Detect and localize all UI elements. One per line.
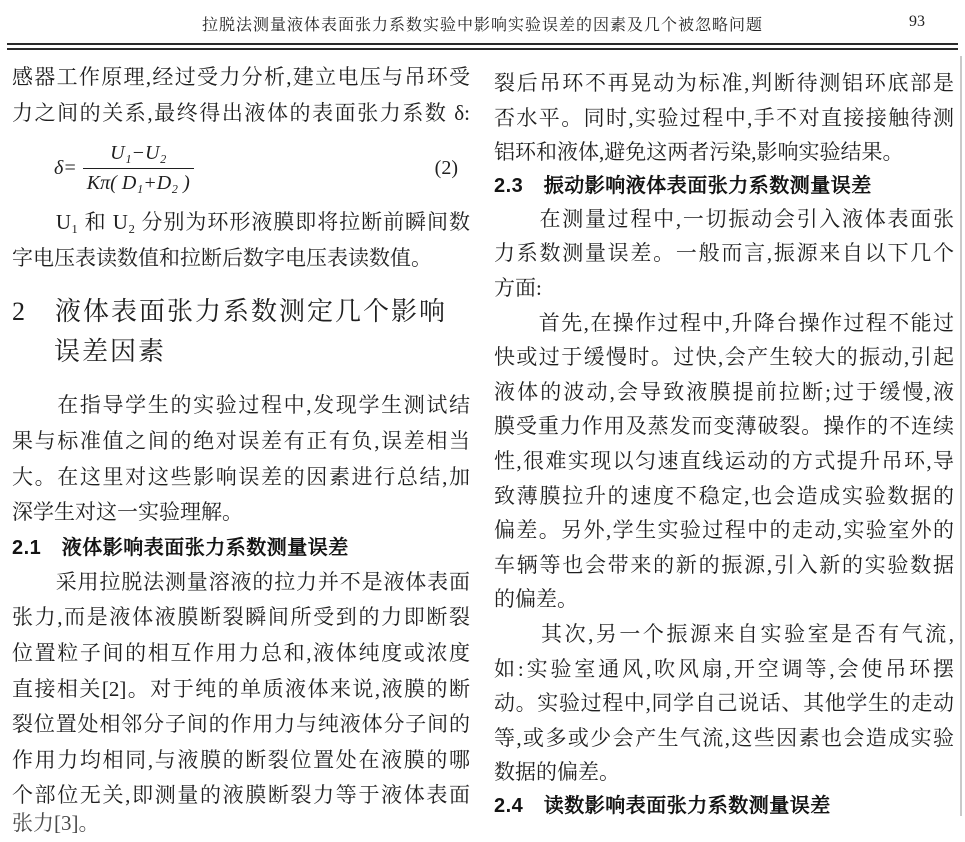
text-line: 2.1 液体影响表面张力系数测量误差 [12, 536, 349, 559]
text-line: 力系数测量误差。一般而言,振源来自以下几个 [494, 241, 954, 266]
text-line: 车辆等也会带来的新的振源,引入新的实验数据 [494, 552, 954, 577]
text-line: 直接相关[2]。对于纯的单质液体来说,液膜的断 [12, 676, 470, 701]
text-line: 否水平。同时,实验过程中,手不对直接接触待测 [494, 105, 954, 130]
right-column [494, 60, 954, 816]
text-line: 致薄膜拉升的速度不稳定,也会造成实验数据的 [494, 483, 954, 508]
text-line: 力之间的关系,最终得出液体的表面张力系数 δ: [12, 100, 470, 125]
equation [12, 131, 470, 205]
fraction-denominator: Kπ( D₁+D₂ ) [86, 171, 190, 194]
text-line: 方面: [494, 275, 542, 300]
text-line: 2.3 振动影响液体表面张力系数测量误差 [494, 174, 872, 197]
left-column [12, 60, 470, 835]
text-line: 液体的波动,会导致液膜提前拉断;过于缓慢,液 [494, 379, 954, 404]
text-line: 其次,另一个振源来自实验室是否有气流, [494, 621, 954, 646]
text-line: 深学生对这一实验理解。 [12, 500, 243, 525]
fraction-numerator: U₁−U₂ [83, 142, 194, 169]
equation-number: (2) [434, 156, 458, 179]
text-line: 作用力均相同,与液膜的断裂位置处在液膜的哪 [12, 747, 470, 772]
subsection-heading [494, 170, 954, 202]
paragraph [494, 66, 954, 170]
header-double-rule [7, 43, 958, 50]
text-line: 2.4 读数影响表面张力系数测量误差 [494, 794, 831, 817]
text-line: 果与标准值之间的绝对误差有正有负,误差相当 [12, 428, 470, 453]
text-line: 2 液体表面张力系数测定几个影响 [12, 297, 448, 327]
text-line: 首先,在操作过程中,升降台操作过程不能过 [494, 310, 954, 335]
paragraph [494, 306, 954, 617]
paragraph [12, 388, 470, 530]
text-line: 偏差。另外,学生实验过程中的走动,实验室外的 [494, 518, 954, 543]
text-line: 铝环和液体,避免这两者污染,影响实验结果。 [494, 140, 904, 165]
scan-edge-artifact [960, 56, 962, 816]
section-heading [12, 292, 470, 372]
text-line: 采用拉脱法测量溶液的拉力并不是液体表面 [12, 569, 470, 594]
paragraph [494, 202, 954, 306]
text-line: 数据的偏差。 [494, 760, 620, 785]
text-line: 的偏差。 [494, 587, 578, 612]
subsection-heading [12, 531, 470, 565]
paragraph [12, 565, 470, 814]
text-line: 快或过于缓慢时。过快,会产生较大的振动,引起 [494, 345, 954, 370]
equation-fraction [83, 142, 194, 195]
text-line: 位置粒子间的相互作用力总和,液体纯度或浓度 [12, 640, 470, 665]
running-title: 拉脱法测量液体表面张力系数实验中影响实验误差的因素及几个被忽略问题 [201, 17, 763, 34]
equation-delta: δ= [54, 156, 77, 179]
text-line: 字电压表读数值和拉断后数字电压表读数值。 [12, 245, 432, 270]
text-line: 误差因素 [54, 337, 167, 367]
paragraph [12, 205, 470, 276]
text-line: 个部位无关,即测量的液膜断裂力等于液体表面 [12, 783, 470, 808]
text-line: U₁ 和 U₂ 分别为环形液膜即将拉断前瞬间数 [12, 210, 470, 235]
text-line: 在指导学生的实验过程中,发现学生测试结 [12, 393, 470, 418]
running-header [8, 12, 957, 38]
text-line: 张力,而是液体液膜断裂瞬间所受到的力即断裂 [12, 605, 470, 630]
text-line: 裂后吊环不再晃动为标准,判断待测铝环底部是 [494, 71, 954, 95]
text-line: 感器工作原理,经过受力分析,建立电压与吊环受 [12, 65, 470, 89]
paragraph [494, 617, 954, 790]
text-line: 膜受重力作用及蒸发而变薄破裂。操作的不连续 [494, 414, 954, 439]
paragraph [12, 60, 470, 131]
text-line: 等,或多或少会产生气流,这些因素也会造成实验 [494, 725, 954, 750]
text-line: 大。在这里对这些影响误差的因素进行总结,加 [12, 464, 470, 489]
subsection-heading [494, 790, 954, 822]
clipped-line [12, 806, 470, 842]
text-line: 如:实验室通风,吹风扇,开空调等,会使吊环摆 [494, 656, 954, 681]
text-line: 在测量过程中,一切振动会引入液体表面张 [494, 206, 954, 231]
text-line: 性,很难实现以匀速直线运动的方式提升吊环,导 [494, 448, 954, 473]
page-number: 93 [909, 13, 925, 30]
text-line: 动。实验过程中,同学自己说话、其他学生的走动 [494, 691, 954, 716]
text-line: 张力[3]。 [12, 811, 100, 835]
text-line: 裂位置处相邻分子间的作用力与纯液体分子间的 [12, 712, 470, 737]
